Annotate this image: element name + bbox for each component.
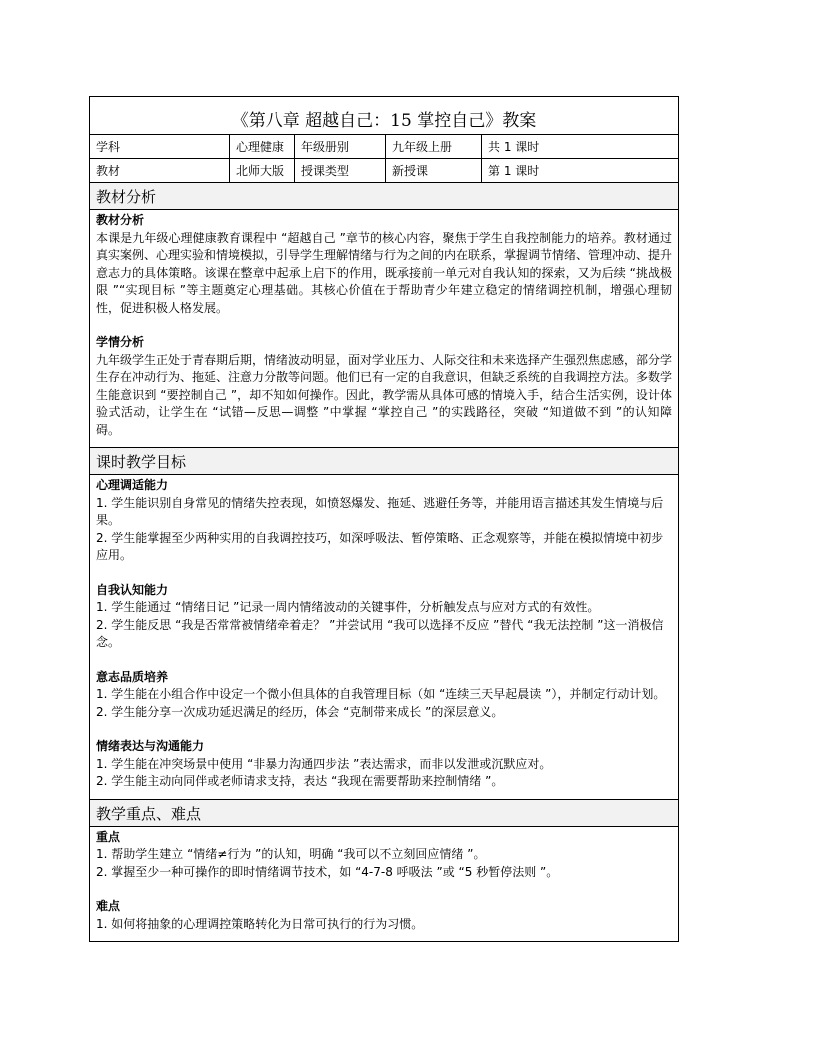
objective-item: 1. 学生能在小组合作中设定一个微小但具体的自我管理目标（如 “连续三天早起晨读 ”），并制定行动计划。	[96, 687, 666, 701]
keypoint-group-title: 难点	[96, 899, 121, 913]
objective-group-title: 意志品质培养	[96, 669, 169, 684]
objective-item: 1. 学生能通过 “情绪日记 ”记录一周内情绪波动的关键事件，分析触发点与应对方式的有效性。	[96, 600, 600, 614]
label-lesson-type: 授课类型	[295, 159, 386, 182]
objective-item: 2. 学生能反思 “我是否常常被情绪牵着走？ ”并尝试用 “我可以选择不反应 ”替代 “我无法控制 ”这一消极信念。	[96, 617, 664, 649]
keypoint-item: 1. 如何将抽象的心理调控策略转化为日常可执行的行为习惯。	[96, 916, 424, 931]
info-row-textbook	[90, 159, 678, 183]
objective-item: 2. 学生能主动向同伴或老师请求支持，表达 “我现在需要帮助来控制情绪 ”。	[96, 774, 504, 788]
keypoint-group-title: 重点	[96, 829, 121, 844]
value-total-periods: 共 1 课时	[488, 140, 540, 154]
label-textbook: 教材	[90, 159, 230, 182]
objective-item: 1. 学生能在冲突场景中使用 “非暴力沟通四步法 ”表达需求，而非以发泄或沉默应对。	[96, 756, 552, 771]
value-lesson-type: 新授课	[386, 159, 482, 182]
lesson-plan-table	[89, 96, 679, 942]
keypoint-item: 2. 掌握至少一种可操作的即时情绪调节技术，如 “4-7-8 呼吸法 ”或 “5 秒暂停法则 ”。	[96, 864, 559, 879]
value-period: 第 1 课时	[488, 164, 540, 178]
objective-item: 1. 学生能识别自身常见的情绪失控表现，如愤怒爆发、拖延、逃避任务等，并能用语言描述其发生情境与后果。	[96, 495, 664, 527]
student-analysis-text: 九年级学生正处于青春期后期，情绪波动明显，面对学业压力、人际交往和未来选择产生强烈焦虑感，部分学生存在冲动行为、拖延、注意力分散等问题。他们已有一定的自我意识，但缺乏系统的自我调控方法。多数学生能意识到 “要控制自己 ”，却不知如何操作。因此，教学需从具体可感的情境入手，结合生活实例，设计体验式活动，让学生在 “试错—反思—调整 ”中掌握 “掌控自己 ”的实践路径，突破 “知道做不到 ”的认知障碍。	[96, 352, 673, 437]
value-grade: 九年级上册	[386, 135, 482, 158]
section-heading: 教材分析	[90, 183, 678, 210]
subheading-student-analysis: 学情分析	[96, 335, 145, 349]
section-objectives	[90, 448, 678, 800]
section-keypoints	[90, 800, 678, 942]
section-heading: 课时教学目标	[90, 448, 678, 475]
label-subject: 学科	[90, 135, 230, 158]
keypoint-item: 1. 帮助学生建立 “情绪≠行为 ”的认知，明确 “我可以不立刻回应情绪 ”。	[96, 847, 486, 861]
section-analysis	[90, 183, 678, 448]
subheading-textbook-analysis: 教材分析	[96, 213, 145, 227]
objective-item: 2. 学生能分享一次成功延迟满足的经历，体会 “克制带来成长 ”的深层意义。	[96, 704, 504, 719]
value-textbook: 北师大版	[230, 159, 295, 182]
label-grade: 年级册别	[295, 135, 386, 158]
value-subject: 心理健康	[230, 135, 295, 158]
document-title: 《第八章 超越自己：15 掌控自己》教案	[90, 97, 678, 135]
objective-group-title: 心理调适能力	[96, 478, 169, 492]
section-heading: 教学重点、难点	[90, 800, 678, 827]
objective-group-title: 情绪表达与沟通能力	[96, 739, 205, 753]
objective-item: 2. 学生能掌握至少两种实用的自我调控技巧，如深呼吸法、暂停策略、正念观察等，并能在模拟情境中初步应用。	[96, 530, 664, 562]
info-row-subject	[90, 135, 678, 159]
textbook-analysis-text: 本课是九年级心理健康教育课程中 “超越自己 ”章节的核心内容，聚焦于学生自我控制能力的培养。教材通过真实案例、心理实验和情境模拟，引导学生理解情绪与行为之间的内在联系，掌握调节情绪、管理冲动、提升意志力的具体策略。该课在整章中起承上启下的作用，既承接前一单元对自我认知的探索，又为后续 “挑战极限 ”“实现目标 ”等主题奠定心理基础。其核心价值在于帮助青少年建立稳定的情绪调控机制，增强心理韧性，促进积极人格发展。	[96, 230, 673, 315]
objective-group-title: 自我认知能力	[96, 582, 169, 597]
